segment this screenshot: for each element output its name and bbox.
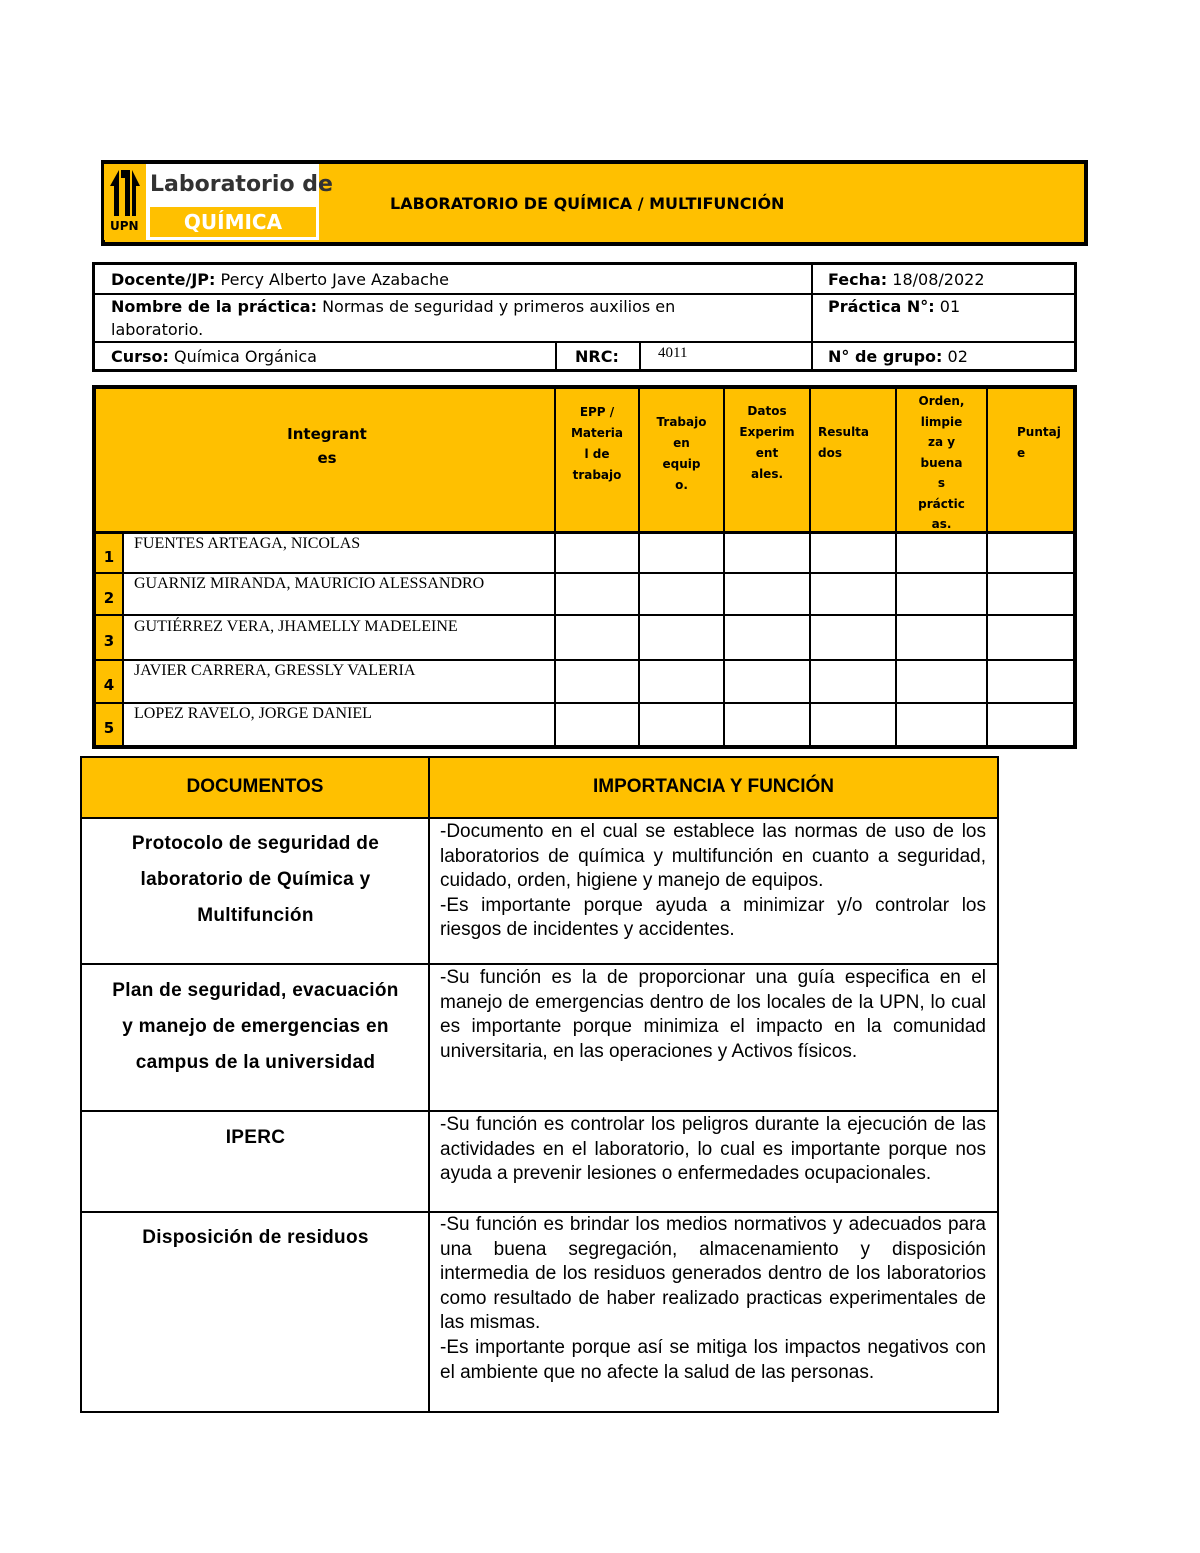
document-name-line: y manejo de emergencias en	[122, 1016, 389, 1037]
header-text: Experim	[739, 425, 795, 439]
row-number: 2	[96, 574, 122, 614]
header-text: limpie	[920, 414, 963, 429]
document-name	[84, 1220, 427, 1256]
header-text: l de	[584, 447, 610, 461]
document-description	[440, 820, 986, 943]
fecha-field	[828, 270, 985, 289]
nrc-value: 4011	[658, 345, 688, 361]
curso-label: Curso:	[111, 347, 169, 366]
document-name-line: Disposición de residuos	[142, 1227, 369, 1248]
header-resultados	[818, 422, 888, 464]
info-col-divider	[811, 265, 813, 369]
docs-header-importancia: IMPORTANCIA Y FUNCIÓN	[592, 776, 835, 797]
grade-row-divider	[96, 659, 1073, 661]
docente-label: Docente/JP:	[111, 270, 216, 289]
info-col-divider	[555, 341, 557, 369]
header-text: e	[1017, 446, 1026, 460]
header-text: dos	[818, 446, 842, 460]
logo-line-1: Laboratorio de	[150, 172, 333, 197]
description-paragraph: -Su función es brindar los medios normativos y adecuados para una buena segregación, almacenamiento y disposición intermedia de los residuos generados dentro de los laboratorios como resultado de haber realizado practicas experimentales de las mismas.	[440, 1214, 986, 1334]
row-number: 3	[96, 616, 122, 659]
upn-arrow-icon	[104, 164, 146, 220]
header-text: en	[673, 436, 690, 450]
practica-value: Normas de seguridad y primeros auxilios en	[322, 297, 676, 316]
header-text: Materia	[570, 426, 624, 440]
header-datos-experimentales	[725, 401, 809, 485]
student-name: GUARNIZ MIRANDA, MAURICIO ALESSANDRO	[134, 575, 485, 592]
header-text: za y	[927, 435, 956, 449]
description-paragraph: -Es importante porque ayuda a minimizar y/o controlar los riesgos de incidentes y accidentes.	[440, 894, 986, 941]
header-text: s	[937, 476, 946, 490]
student-name: FUENTES ARTEAGA, NICOLAS	[134, 535, 361, 552]
docente-field	[111, 270, 449, 289]
header-text: Integrant	[287, 425, 367, 443]
description-paragraph: -Es importante porque así se mitiga los impactos negativos con el ambiente que no afecte la salud de las personas.	[440, 1336, 986, 1383]
docs-row-divider	[82, 963, 997, 965]
student-name: GUTIÉRREZ VERA, JHAMELLY MADELEINE	[134, 618, 458, 635]
practica-num-label: Práctica N°:	[828, 297, 935, 316]
docs-row-divider	[82, 1110, 997, 1112]
header-text: o.	[675, 478, 688, 492]
grade-row-divider	[96, 614, 1073, 616]
fecha-value: 18/08/2022	[892, 270, 985, 289]
header-text: es	[317, 449, 337, 467]
header-text: Trabajo	[656, 415, 707, 429]
practica-num-field	[828, 297, 960, 316]
document-name-line: IPERC	[225, 1127, 286, 1148]
grade-row-divider	[96, 572, 1073, 574]
grupo-value: 02	[947, 347, 968, 366]
practica-value-line2: laboratorio.	[111, 320, 204, 339]
docs-header-divider	[82, 817, 997, 819]
docs-header-documentos: DOCUMENTOS	[186, 776, 324, 797]
row-number: 4	[96, 661, 122, 702]
description-paragraph: -Su función es controlar los peligros durante la ejecución de las actividades en el laboratorio, lo cual es importante porque nos ayuda a prevenir lesiones o enfermedades ocupacionales.	[440, 1114, 986, 1185]
description-paragraph: -Su función es la de proporcionar una guía especifica en el manejo de emergencias dentro de los locales de la UPN, lo cual es importante porque minimiza el impacto en la comunidad universitaria, en las operaciones y Activos físicos.	[440, 967, 986, 1062]
header-text: buena	[920, 455, 963, 470]
practica-num-value: 01	[939, 297, 961, 316]
document-description	[440, 966, 986, 1064]
fecha-label: Fecha:	[828, 270, 888, 289]
document-name	[84, 973, 427, 1081]
document-name-line: Plan de seguridad, evacuación	[112, 980, 399, 1001]
header-text: Resulta	[818, 425, 870, 439]
document-name	[84, 826, 427, 934]
header-integrantes	[280, 422, 374, 470]
document-name-line: campus de la universidad	[135, 1052, 376, 1073]
header-puntaje	[1017, 422, 1073, 464]
header-text: EPP /	[579, 405, 615, 419]
header-trabajo-equipo	[640, 412, 723, 496]
header-text: ent	[755, 446, 779, 460]
info-table	[92, 262, 1077, 372]
grade-col-divider	[986, 389, 988, 745]
docente-value: Percy Alberto Jave Azabache	[220, 270, 449, 289]
grade-num-divider	[122, 531, 124, 745]
banner-title: LABORATORIO DE QUÍMICA / MULTIFUNCIÓN	[390, 194, 785, 213]
header-text: equip	[662, 457, 701, 471]
header-text: práctic	[918, 496, 965, 511]
info-row-divider	[95, 293, 1074, 295]
info-row-divider	[95, 341, 1074, 343]
document-description	[440, 1113, 986, 1187]
grade-row-divider	[96, 702, 1073, 704]
upn-logo-label: UPN	[110, 219, 139, 233]
row-number: 5	[96, 704, 122, 745]
logo-line-2: QUÍMICA	[150, 207, 316, 237]
header-epp	[556, 402, 638, 486]
document-name	[84, 1120, 427, 1156]
grupo-field	[828, 347, 968, 366]
grupo-label: N° de grupo:	[828, 347, 943, 366]
description-paragraph: -Documento en el cual se establece las normas de uso de los laboratorios de química y multifunción en cuanto a seguridad, cuidado, orden, higiene y manejo de equipos.	[440, 821, 986, 892]
header-text: ales.	[750, 467, 784, 481]
header-text: Puntaj	[1017, 425, 1061, 439]
header-text: trabajo	[572, 468, 622, 482]
info-col-divider	[639, 341, 641, 369]
grade-col-divider	[809, 389, 811, 745]
header-text: Datos	[747, 404, 787, 418]
nrc-label: NRC:	[575, 347, 619, 366]
document-name-line: laboratorio de Química y	[140, 869, 371, 890]
document-name-line: Multifunción	[197, 905, 314, 926]
header-orden-limpieza	[897, 391, 986, 535]
practica-field	[111, 297, 675, 316]
curso-value: Química Orgánica	[174, 347, 317, 366]
curso-field	[111, 347, 317, 366]
document-description	[440, 1213, 986, 1385]
document-name-line: Protocolo de seguridad de	[131, 833, 380, 854]
student-name: LOPEZ RAVELO, JORGE DANIEL	[134, 705, 372, 722]
row-number: 1	[96, 534, 122, 572]
practica-label: Nombre de la práctica:	[111, 297, 317, 316]
docs-col-divider	[428, 758, 430, 1411]
student-name: JAVIER CARRERA, GRESSLY VALERIA	[134, 662, 416, 679]
header-text: as.	[931, 517, 952, 531]
header-text: Orden,	[918, 394, 965, 408]
